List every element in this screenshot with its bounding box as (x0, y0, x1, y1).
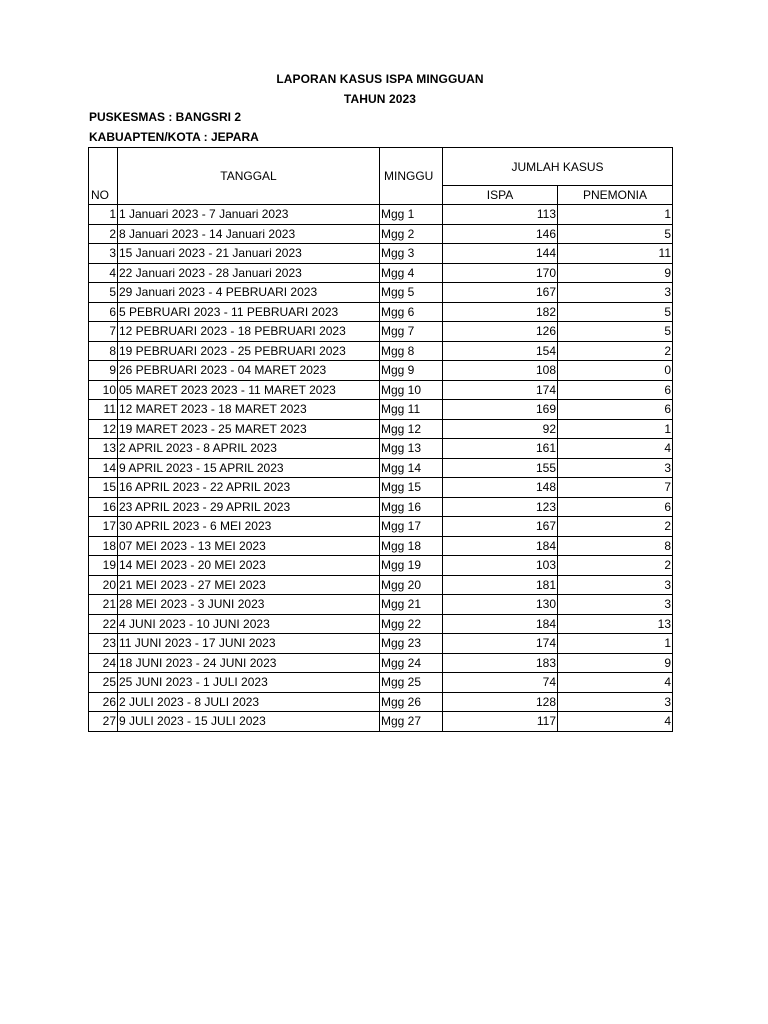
cell-ispa: 128 (443, 692, 558, 712)
cell-minggu: Mgg 14 (380, 458, 443, 478)
cell-pnemonia: 11 (558, 244, 673, 264)
cell-pnemonia: 6 (558, 380, 673, 400)
cell-tanggal: 12 PEBRUARI 2023 - 18 PEBRUARI 2023 (118, 322, 380, 342)
cell-tanggal: 25 JUNI 2023 - 1 JULI 2023 (118, 673, 380, 693)
cell-minggu: Mgg 16 (380, 497, 443, 517)
cell-pnemonia: 3 (558, 692, 673, 712)
cell-minggu: Mgg 27 (380, 712, 443, 732)
cell-minggu: Mgg 26 (380, 692, 443, 712)
cell-minggu: Mgg 15 (380, 478, 443, 498)
table-row (89, 556, 673, 576)
table-row (89, 517, 673, 537)
table-row (89, 692, 673, 712)
cell-no: 4 (89, 263, 118, 283)
cell-tanggal: 30 APRIL 2023 - 6 MEI 2023 (118, 517, 380, 537)
puskesmas-label: PUSKESMAS : BANGSRI 2 (89, 110, 242, 124)
cell-no: 10 (89, 380, 118, 400)
cell-ispa: 170 (443, 263, 558, 283)
cell-pnemonia: 13 (558, 614, 673, 634)
cell-pnemonia: 3 (558, 458, 673, 478)
cell-tanggal: 23 APRIL 2023 - 29 APRIL 2023 (118, 497, 380, 517)
kabupaten-label: KABUAPTEN/KOTA : JEPARA (89, 130, 259, 144)
cell-minggu: Mgg 5 (380, 283, 443, 303)
cell-pnemonia: 5 (558, 302, 673, 322)
cell-no: 15 (89, 478, 118, 498)
cell-pnemonia: 1 (558, 205, 673, 225)
cell-tanggal: 28 MEI 2023 - 3 JUNI 2023 (118, 595, 380, 615)
cell-ispa: 92 (443, 419, 558, 439)
table-row (89, 419, 673, 439)
cell-tanggal: 9 JULI 2023 - 15 JULI 2023 (118, 712, 380, 732)
table-row (89, 380, 673, 400)
table-row (89, 361, 673, 381)
cell-ispa: 174 (443, 634, 558, 654)
table-row (89, 614, 673, 634)
cell-no: 2 (89, 224, 118, 244)
cell-tanggal: 8 Januari 2023 - 14 Januari 2023 (118, 224, 380, 244)
cell-ispa: 144 (443, 244, 558, 264)
cell-pnemonia: 8 (558, 536, 673, 556)
cell-ispa: 117 (443, 712, 558, 732)
cell-pnemonia: 4 (558, 439, 673, 459)
header-ispa: ISPA (443, 186, 558, 205)
cell-no: 16 (89, 497, 118, 517)
cell-tanggal: 07 MEI 2023 - 13 MEI 2023 (118, 536, 380, 556)
table-row (89, 497, 673, 517)
cell-tanggal: 11 JUNI 2023 - 17 JUNI 2023 (118, 634, 380, 654)
table-row (89, 595, 673, 615)
cell-ispa: 161 (443, 439, 558, 459)
cell-tanggal: 4 JUNI 2023 - 10 JUNI 2023 (118, 614, 380, 634)
cell-minggu: Mgg 4 (380, 263, 443, 283)
cell-no: 26 (89, 692, 118, 712)
cell-pnemonia: 2 (558, 341, 673, 361)
table-row (89, 575, 673, 595)
cell-tanggal: 26 PEBRUARI 2023 - 04 MARET 2023 (118, 361, 380, 381)
cell-no: 23 (89, 634, 118, 654)
cell-no: 18 (89, 536, 118, 556)
cell-minggu: Mgg 8 (380, 341, 443, 361)
cell-tanggal: 5 PEBRUARI 2023 - 11 PEBRUARI 2023 (118, 302, 380, 322)
cell-no: 13 (89, 439, 118, 459)
cell-pnemonia: 3 (558, 595, 673, 615)
cell-tanggal: 05 MARET 2023 2023 - 11 MARET 2023 (118, 380, 380, 400)
cell-no: 17 (89, 517, 118, 537)
cell-ispa: 174 (443, 380, 558, 400)
ispa-weekly-table (88, 147, 673, 732)
cell-tanggal: 2 JULI 2023 - 8 JULI 2023 (118, 692, 380, 712)
cell-minggu: Mgg 19 (380, 556, 443, 576)
cell-tanggal: 15 Januari 2023 - 21 Januari 2023 (118, 244, 380, 264)
cell-no: 7 (89, 322, 118, 342)
header-tanggal: TANGGAL (118, 148, 380, 205)
cell-minggu: Mgg 17 (380, 517, 443, 537)
cell-pnemonia: 1 (558, 419, 673, 439)
cell-minggu: Mgg 23 (380, 634, 443, 654)
cell-minggu: Mgg 9 (380, 361, 443, 381)
cell-ispa: 154 (443, 341, 558, 361)
cell-ispa: 184 (443, 536, 558, 556)
cell-minggu: Mgg 22 (380, 614, 443, 634)
cell-pnemonia: 4 (558, 673, 673, 693)
cell-pnemonia: 5 (558, 224, 673, 244)
header-jumlah-kasus: JUMLAH KASUS (443, 148, 673, 186)
table-row (89, 224, 673, 244)
report-year: TAHUN 2023 (343, 92, 417, 106)
cell-ispa: 167 (443, 283, 558, 303)
cell-no: 8 (89, 341, 118, 361)
cell-pnemonia: 2 (558, 556, 673, 576)
cell-tanggal: 16 APRIL 2023 - 22 APRIL 2023 (118, 478, 380, 498)
cell-ispa: 183 (443, 653, 558, 673)
cell-tanggal: 22 Januari 2023 - 28 Januari 2023 (118, 263, 380, 283)
cell-pnemonia: 6 (558, 497, 673, 517)
cell-ispa: 181 (443, 575, 558, 595)
cell-minggu: Mgg 24 (380, 653, 443, 673)
cell-tanggal: 12 MARET 2023 - 18 MARET 2023 (118, 400, 380, 420)
cell-no: 20 (89, 575, 118, 595)
cell-tanggal: 9 APRIL 2023 - 15 APRIL 2023 (118, 458, 380, 478)
cell-pnemonia: 2 (558, 517, 673, 537)
cell-minggu: Mgg 18 (380, 536, 443, 556)
header-no: NO (89, 148, 118, 205)
header-pnemonia: PNEMONIA (558, 186, 673, 205)
cell-tanggal: 19 MARET 2023 - 25 MARET 2023 (118, 419, 380, 439)
cell-tanggal: 19 PEBRUARI 2023 - 25 PEBRUARI 2023 (118, 341, 380, 361)
cell-tanggal: 1 Januari 2023 - 7 Januari 2023 (118, 205, 380, 225)
cell-tanggal: 2 APRIL 2023 - 8 APRIL 2023 (118, 439, 380, 459)
cell-no: 14 (89, 458, 118, 478)
cell-minggu: Mgg 13 (380, 439, 443, 459)
table-row (89, 712, 673, 732)
table-row (89, 322, 673, 342)
cell-pnemonia: 5 (558, 322, 673, 342)
header-minggu: MINGGU (380, 148, 443, 205)
cell-ispa: 130 (443, 595, 558, 615)
table-body (89, 205, 673, 732)
cell-tanggal: 18 JUNI 2023 - 24 JUNI 2023 (118, 653, 380, 673)
table-row (89, 536, 673, 556)
cell-minggu: Mgg 25 (380, 673, 443, 693)
table-row (89, 634, 673, 654)
cell-no: 3 (89, 244, 118, 264)
cell-no: 11 (89, 400, 118, 420)
cell-ispa: 148 (443, 478, 558, 498)
cell-pnemonia: 3 (558, 283, 673, 303)
cell-no: 1 (89, 205, 118, 225)
report-title: LAPORAN KASUS ISPA MINGGUAN (276, 72, 484, 86)
cell-no: 24 (89, 653, 118, 673)
table-row (89, 673, 673, 693)
cell-pnemonia: 0 (558, 361, 673, 381)
cell-minggu: Mgg 20 (380, 575, 443, 595)
cell-ispa: 103 (443, 556, 558, 576)
table-row (89, 283, 673, 303)
cell-no: 25 (89, 673, 118, 693)
table-row (89, 439, 673, 459)
table-row (89, 302, 673, 322)
cell-no: 6 (89, 302, 118, 322)
cell-no: 22 (89, 614, 118, 634)
cell-minggu: Mgg 1 (380, 205, 443, 225)
cell-minggu: Mgg 2 (380, 224, 443, 244)
table-row (89, 653, 673, 673)
cell-ispa: 146 (443, 224, 558, 244)
cell-no: 27 (89, 712, 118, 732)
table-row (89, 263, 673, 283)
table-row (89, 205, 673, 225)
table-row (89, 341, 673, 361)
cell-no: 21 (89, 595, 118, 615)
cell-pnemonia: 9 (558, 653, 673, 673)
cell-no: 5 (89, 283, 118, 303)
cell-ispa: 126 (443, 322, 558, 342)
cell-pnemonia: 1 (558, 634, 673, 654)
table-row (89, 400, 673, 420)
cell-minggu: Mgg 6 (380, 302, 443, 322)
cell-ispa: 155 (443, 458, 558, 478)
cell-pnemonia: 7 (558, 478, 673, 498)
cell-minggu: Mgg 10 (380, 380, 443, 400)
cell-minggu: Mgg 11 (380, 400, 443, 420)
cell-no: 12 (89, 419, 118, 439)
cell-pnemonia: 9 (558, 263, 673, 283)
cell-tanggal: 29 Januari 2023 - 4 PEBRUARI 2023 (118, 283, 380, 303)
table-row (89, 244, 673, 264)
cell-pnemonia: 4 (558, 712, 673, 732)
cell-minggu: Mgg 12 (380, 419, 443, 439)
cell-minggu: Mgg 21 (380, 595, 443, 615)
cell-pnemonia: 3 (558, 575, 673, 595)
cell-ispa: 182 (443, 302, 558, 322)
cell-pnemonia: 6 (558, 400, 673, 420)
cell-ispa: 108 (443, 361, 558, 381)
cell-tanggal: 21 MEI 2023 - 27 MEI 2023 (118, 575, 380, 595)
cell-no: 19 (89, 556, 118, 576)
cell-ispa: 123 (443, 497, 558, 517)
cell-ispa: 113 (443, 205, 558, 225)
cell-minggu: Mgg 7 (380, 322, 443, 342)
cell-tanggal: 14 MEI 2023 - 20 MEI 2023 (118, 556, 380, 576)
cell-ispa: 74 (443, 673, 558, 693)
cell-ispa: 167 (443, 517, 558, 537)
cell-no: 9 (89, 361, 118, 381)
cell-ispa: 184 (443, 614, 558, 634)
cell-minggu: Mgg 3 (380, 244, 443, 264)
cell-ispa: 169 (443, 400, 558, 420)
table-row (89, 458, 673, 478)
table-row (89, 478, 673, 498)
